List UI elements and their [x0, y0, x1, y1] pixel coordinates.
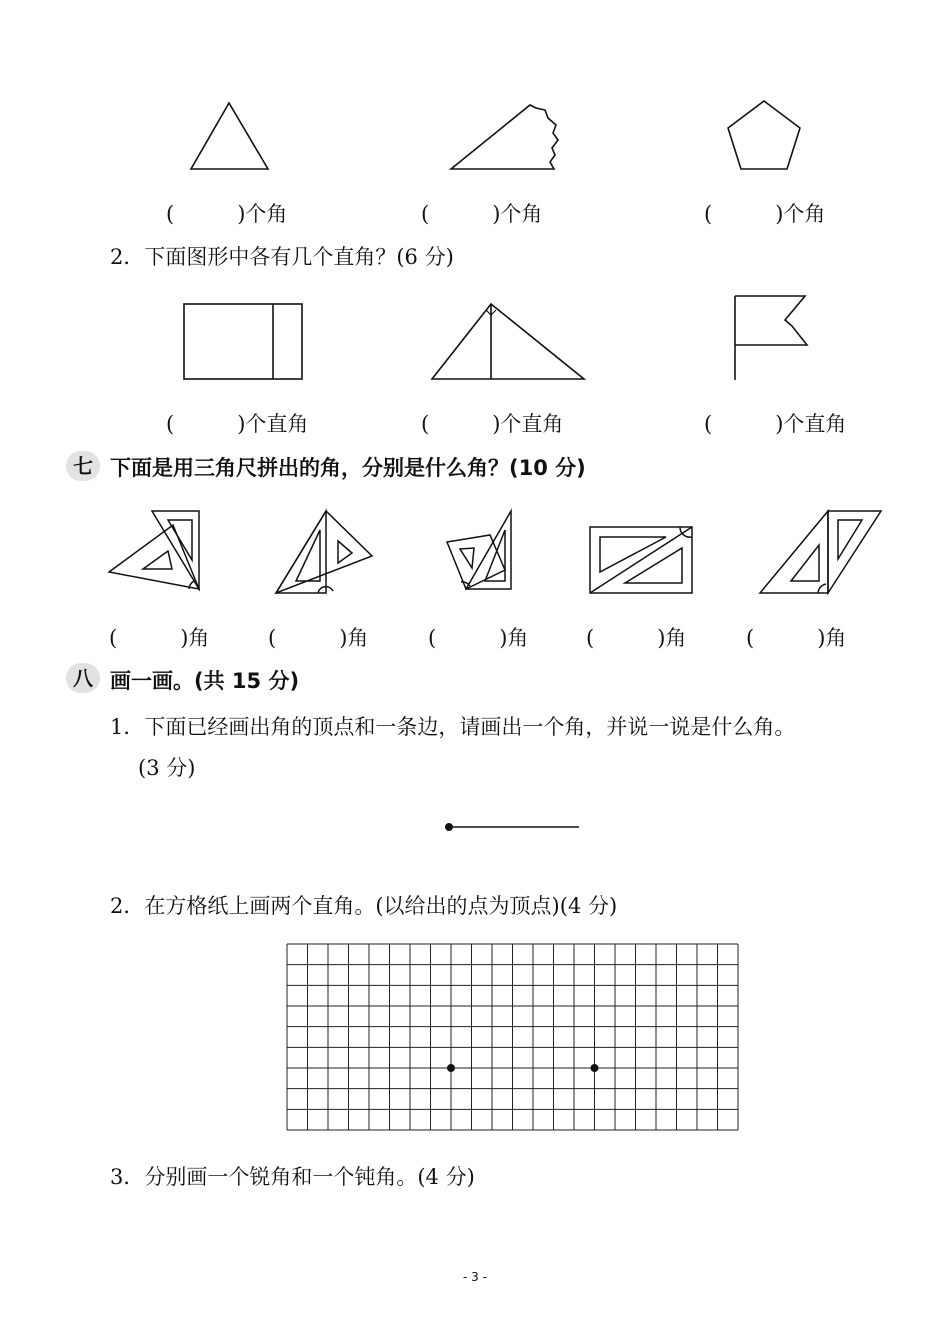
set-square-answer-3[interactable]: ( )角: [428, 626, 529, 650]
q3-acute-obtuse-title: 3．分别画一个锐角和一个钝角。(4 分): [110, 1165, 475, 1189]
q2-right-angles-title: 2．下面图形中各有几个直角？(6 分): [110, 245, 454, 269]
section-7-badge: 七: [66, 451, 100, 481]
grid-vertex-dot-1: [447, 1064, 455, 1072]
set-square-answer-2[interactable]: ( )角: [268, 626, 369, 650]
section-8-badge: 八: [66, 663, 100, 693]
grid-vertex-dot-2: [591, 1064, 599, 1072]
q2-grid-title: 2．在方格纸上画两个直角。(以给出的点为顶点)(4 分): [110, 894, 618, 918]
section-7-title: 下面是用三角尺拼出的角，分别是什么角？(10 分): [110, 456, 586, 480]
set-square-answer-1[interactable]: ( )角: [109, 626, 210, 650]
right-angle-answer-1[interactable]: ( )个直角: [166, 412, 309, 436]
angle-count-answer-3[interactable]: ( )个角: [704, 202, 826, 226]
set-square-answer-5[interactable]: ( )角: [746, 626, 847, 650]
right-angle-answer-3[interactable]: ( )个直角: [704, 412, 847, 436]
right-angle-answer-2[interactable]: ( )个直角: [421, 412, 564, 436]
set-square-answer-4[interactable]: ( )角: [586, 626, 687, 650]
angle-count-answer-2[interactable]: ( )个角: [421, 202, 543, 226]
angle-count-answer-1[interactable]: ( )个角: [166, 202, 288, 226]
section-8-title: 画一画。(共 15 分): [110, 669, 300, 693]
q1-draw-angle-line1: 1．下面已经画出角的顶点和一条边，请画出一个角，并说一说是什么角。: [110, 715, 796, 739]
q1-draw-angle-line2: (3 分): [138, 756, 196, 780]
page-number: - 3 -: [463, 1270, 487, 1284]
square-grid-paper[interactable]: [287, 944, 738, 1130]
